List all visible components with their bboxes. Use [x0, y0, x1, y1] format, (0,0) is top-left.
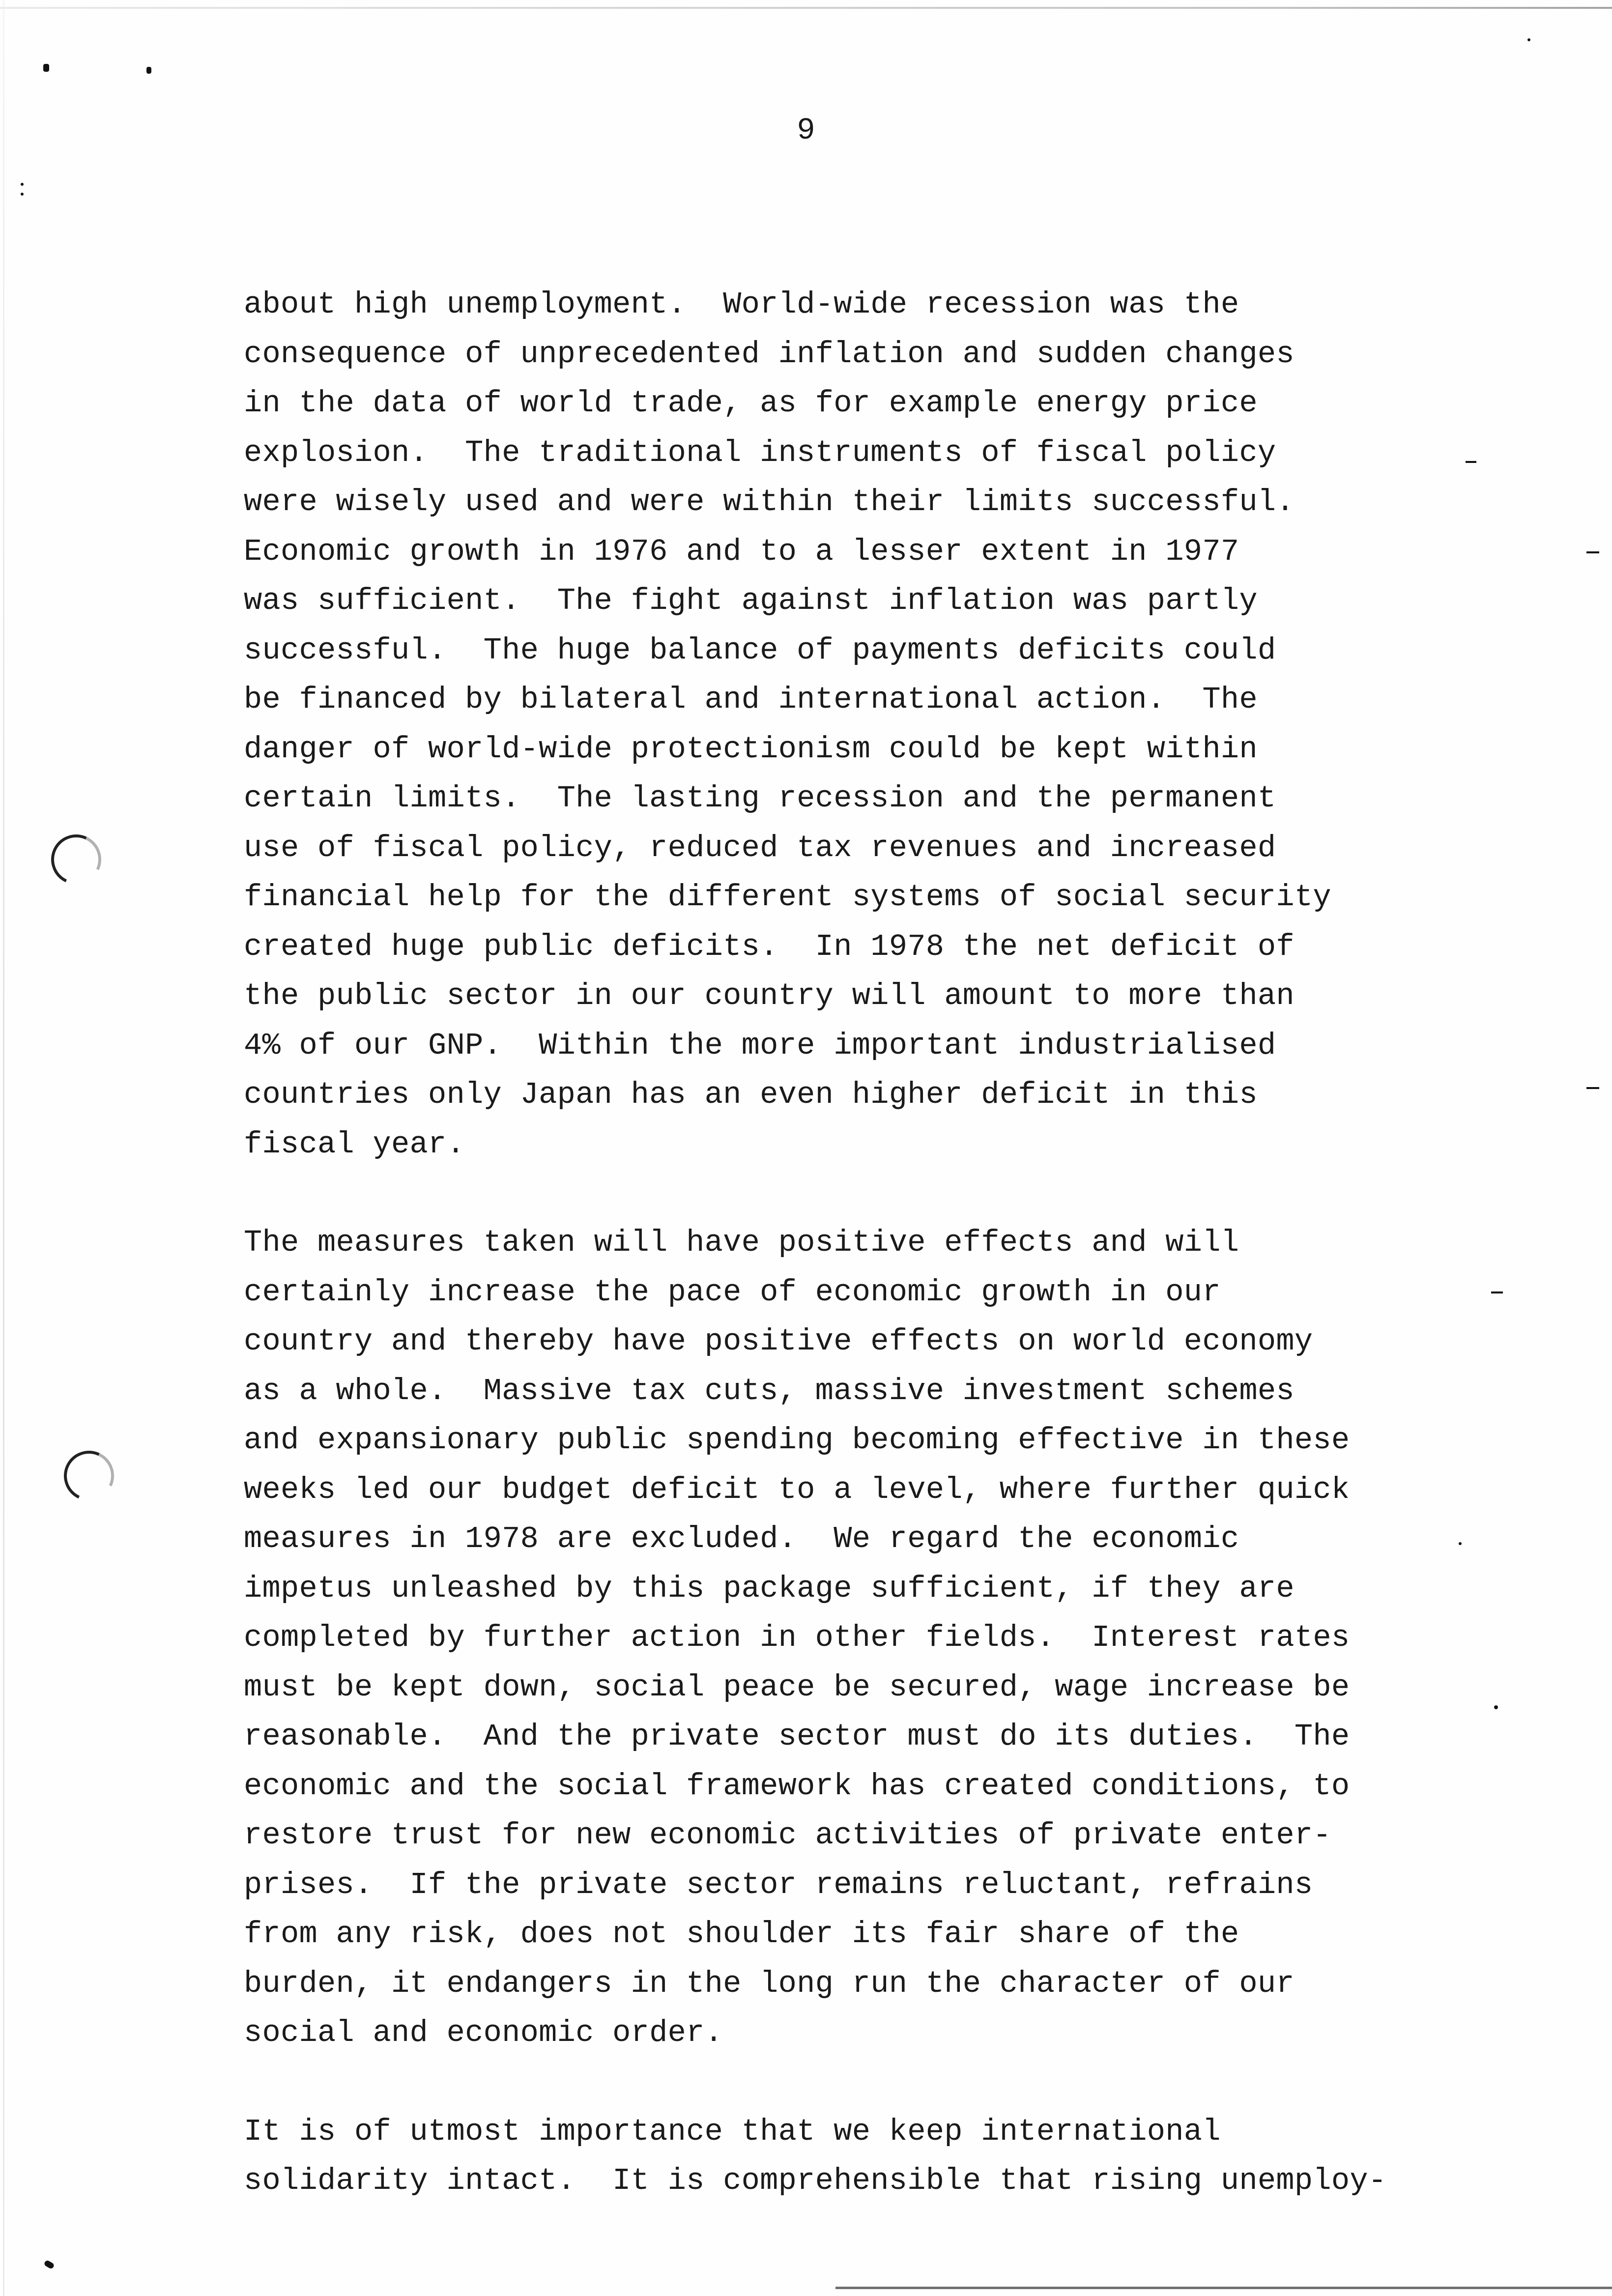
text-line: restore trust for new economic activities of private enter- — [244, 1818, 1331, 1853]
text-line: certainly increase the pace of economic growth in our — [244, 1274, 1221, 1310]
text-line: explosion. The traditional instruments of fiscal policy — [244, 435, 1276, 470]
paragraph-gap — [244, 2058, 1482, 2107]
paragraph-gap — [244, 1169, 1482, 1218]
text-line: in the data of world trade, as for example energy price — [244, 386, 1258, 421]
text-line: were wisely used and were within their limits successful. — [244, 485, 1295, 519]
text-line: The measures taken will have positive effects and will — [244, 1225, 1239, 1260]
paragraph-1 — [244, 280, 1482, 1169]
text-line: financial help for the different systems of social security — [244, 880, 1331, 915]
scan-top-edge — [0, 7, 1612, 9]
text-line: impetus unleashed by this package sufficient, if they are — [244, 1571, 1295, 1606]
scan-speck — [1586, 551, 1599, 553]
scan-speck — [146, 67, 151, 74]
scan-speck — [21, 193, 24, 196]
paragraph-3 — [244, 2107, 1482, 2206]
text-line: prises. If the private sector remains reluctant, refrains — [244, 1867, 1313, 1902]
text-line: as a whole. Massive tax cuts, massive investment schemes — [244, 1373, 1295, 1408]
punch-hole-mark — [57, 1444, 121, 1508]
scan-speck — [43, 64, 49, 72]
text-line: be financed by bilateral and international action. The — [244, 682, 1258, 717]
scan-speck — [1491, 1292, 1503, 1293]
text-line: social and economic order. — [244, 2015, 723, 2050]
scan-speck — [43, 2260, 55, 2269]
paragraph-2 — [244, 1218, 1482, 2058]
text-line: 4% of our GNP. Within the more important industrialised — [244, 1028, 1276, 1063]
text-line: use of fiscal policy, reduced tax revenues and increased — [244, 830, 1276, 865]
page-number: 9 — [797, 113, 815, 148]
document-body — [244, 280, 1482, 2206]
text-line: certain limits. The lasting recession and the permanent — [244, 781, 1276, 816]
text-line: created huge public deficits. In 1978 the net deficit of — [244, 929, 1295, 964]
text-line: measures in 1978 are excluded. We regard the economic — [244, 1521, 1239, 1556]
text-line: fiscal year. — [244, 1126, 465, 1162]
text-line: solidarity intact. It is comprehensible that rising unemploy- — [244, 2163, 1387, 2198]
text-line: It is of utmost importance that we keep international — [244, 2114, 1221, 2149]
text-line: the public sector in our country will amount to more than — [244, 978, 1295, 1013]
text-line: must be kept down, social peace be secured, wage increase be — [244, 1669, 1350, 1705]
text-line: was sufficient. The fight against inflation was partly — [244, 583, 1258, 618]
text-line: consequence of unprecedented inflation and sudden changes — [244, 336, 1295, 372]
text-line: weeks led our budget deficit to a level, where further quick — [244, 1472, 1350, 1507]
text-line: reasonable. And the private sector must do its duties. The — [244, 1719, 1350, 1754]
scan-speck — [1494, 1705, 1498, 1709]
scan-left-edge — [3, 0, 4, 2296]
text-line: from any risk, does not shoulder its fair share of the — [244, 1917, 1239, 1952]
text-line: about high unemployment. World-wide recession was the — [244, 287, 1239, 322]
text-line: completed by further action in other fields. Interest rates — [244, 1620, 1350, 1655]
text-line: economic and the social framework has created conditions, to — [244, 1768, 1350, 1804]
scan-bottom-edge — [835, 2287, 1612, 2289]
scan-speck — [21, 183, 24, 186]
text-line: Economic growth in 1976 and to a lesser extent in 1977 — [244, 534, 1239, 569]
text-line: successful. The huge balance of payments deficits could — [244, 632, 1276, 668]
punch-hole-mark — [44, 828, 109, 892]
text-line: danger of world-wide protectionism could be kept within — [244, 731, 1258, 767]
text-line: countries only Japan has an even higher deficit in this — [244, 1077, 1258, 1112]
text-line: and expansionary public spending becoming effective in these — [244, 1423, 1350, 1458]
scan-speck — [1586, 1087, 1599, 1089]
scan-speck — [1527, 38, 1530, 41]
text-line: burden, it endangers in the long run the character of our — [244, 1966, 1295, 2001]
text-line: country and thereby have positive effects on world economy — [244, 1324, 1313, 1359]
